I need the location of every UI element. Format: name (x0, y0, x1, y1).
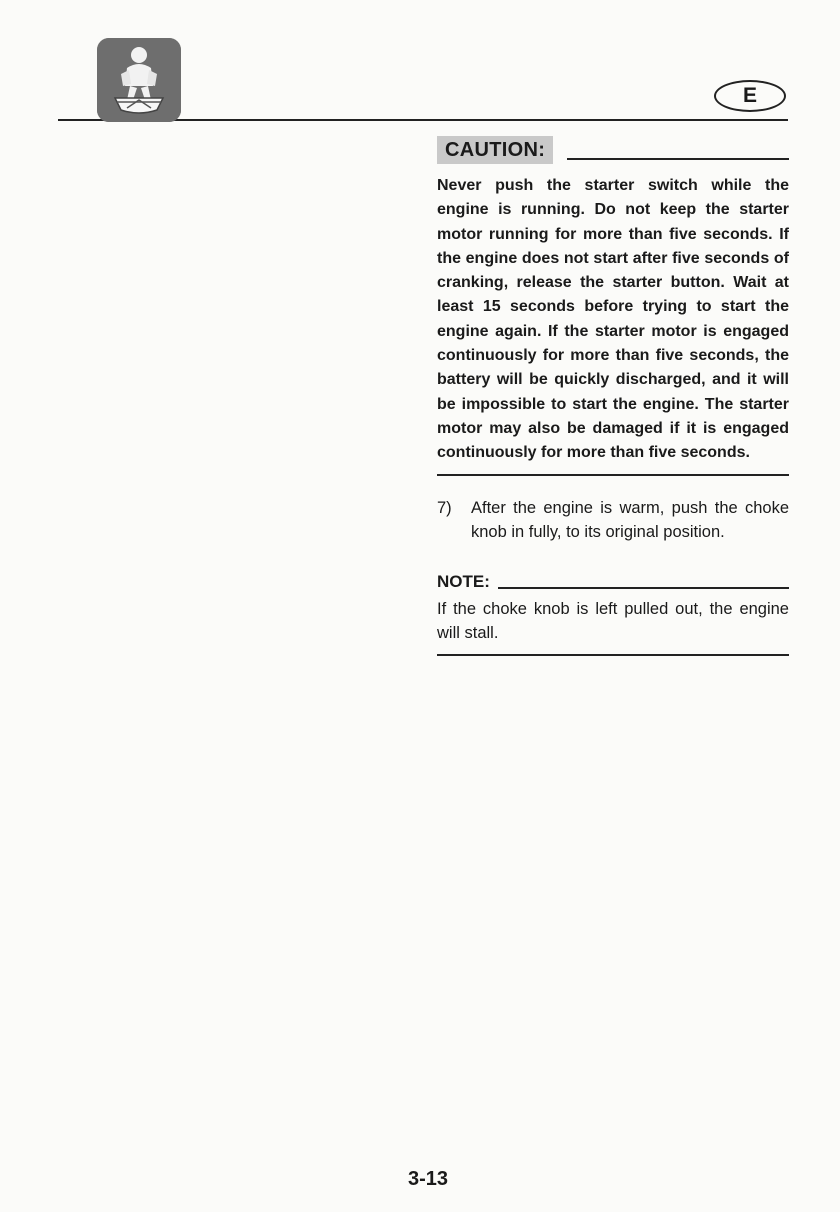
note-heading-rule (498, 587, 789, 589)
step-text: After the engine is warm, push the choke knob in fully, to its original position. (471, 498, 789, 542)
caution-label: CAUTION: (437, 136, 553, 164)
note-heading (437, 571, 789, 593)
caution-heading (437, 134, 789, 164)
note-end-rule (437, 654, 789, 656)
caution-text: Never push the starter switch while the engine is running. Do not keep the starter motor running for more than five seconds. If the engine does not start after five seconds of cranking, release the starter button. Wait at least 15 seconds before trying to start the engine again. If the starter motor is engaged continuously for more than five seconds, the battery will be quickly discharged, and it will be impossible to start the engine. The starter motor may also be damaged if it is engaged continuously for more than five seconds. (437, 177, 789, 462)
step-number: 7) (437, 498, 452, 517)
note-label: NOTE: (437, 571, 490, 591)
caution-heading-rule (567, 158, 789, 160)
note-text: If the choke knob is left pulled out, the engine will stall. (437, 599, 789, 643)
content-column (437, 134, 789, 656)
caution-end-rule (437, 474, 789, 476)
language-badge: E (714, 80, 786, 112)
page-number: 3-13 (407, 1168, 449, 1190)
jet-ski-rider-icon (97, 38, 181, 122)
step-item (437, 496, 789, 545)
